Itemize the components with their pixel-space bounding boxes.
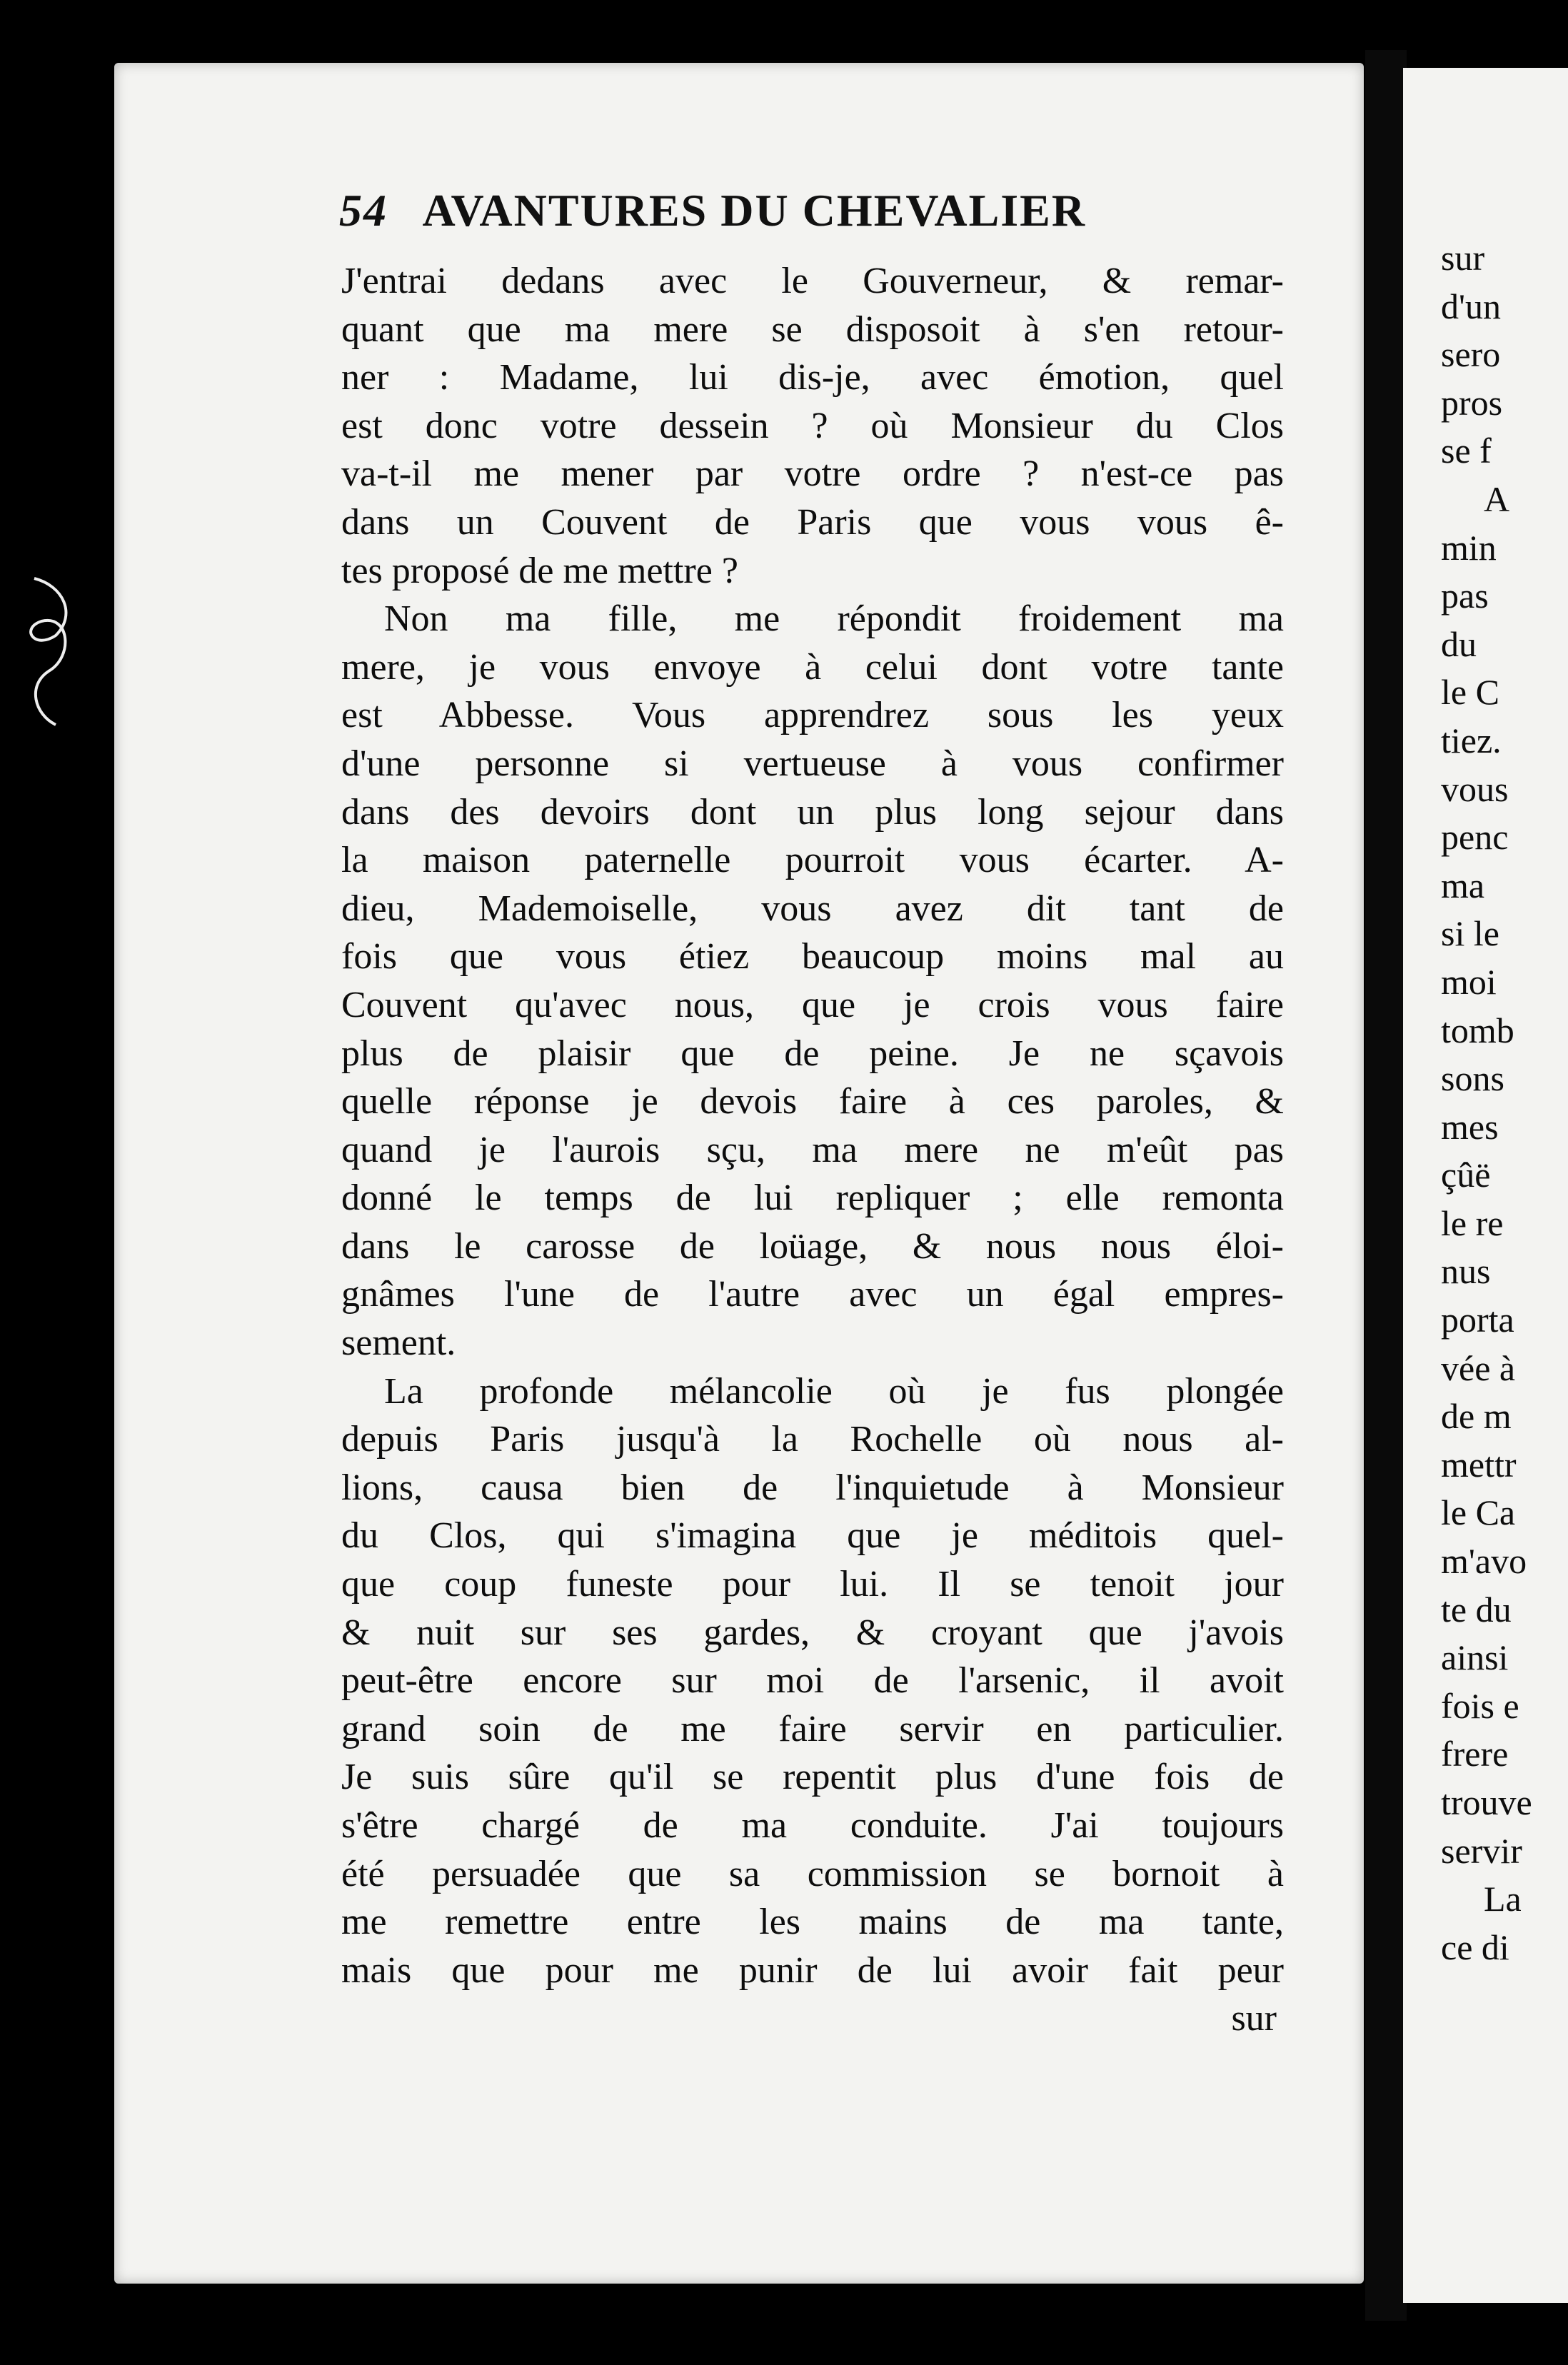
text-line: ainsi <box>1441 1637 1509 1678</box>
text-line: été persuadée que sa commission se bornoit à <box>341 1853 1284 1894</box>
text-line: plus de plaisir que de peine. Je ne sçavois <box>341 1033 1284 1074</box>
text-line: mes <box>1441 1106 1499 1147</box>
text-line: A <box>1484 478 1510 519</box>
text-line: pros <box>1441 382 1503 423</box>
text-line: se f <box>1441 431 1492 471</box>
text-line: mere, je vous envoye à celui dont votre tante <box>341 646 1284 688</box>
text-line: va-t-il me mener par votre ordre ? n'est-ce pas <box>341 453 1284 495</box>
text-line: frere <box>1441 1734 1509 1774</box>
text-line: mais que pour me punir de lui avoir fait peur <box>341 1949 1284 1991</box>
text-line: peut-être encore sur moi de l'arsenic, il avoit <box>341 1660 1284 1702</box>
running-title: AVANTURES DU CHEVALIER <box>422 185 1087 236</box>
running-header <box>339 184 1303 248</box>
text-line: trouve <box>1441 1782 1532 1822</box>
text-line: La profonde mélancolie où je fus plongée <box>384 1370 1284 1412</box>
ink-scribble-mark <box>6 571 84 757</box>
text-line: que coup funeste pour lui. Il se tenoit jour <box>341 1564 1284 1605</box>
text-line: quant que ma mere se disposoit à s'en retour- <box>341 308 1284 350</box>
text-line: dans des devoirs dont un plus long sejour dans <box>341 791 1284 833</box>
text-line: me remettre entre les mains de ma tante, <box>341 1902 1284 1943</box>
text-line: quand je l'aurois sçu, ma mere ne m'eût pas <box>341 1129 1284 1170</box>
text-line: quelle réponse je devois faire à ces paroles, & <box>341 1081 1284 1123</box>
text-line: tes proposé de me mettre ? <box>341 550 738 591</box>
text-line: sero <box>1441 334 1501 375</box>
text-line: pas <box>1441 576 1489 616</box>
text-line: dieu, Mademoiselle, vous avez dit tant de <box>341 888 1284 929</box>
text-line: ma <box>1441 865 1485 905</box>
text-line: gnâmes l'une de l'autre avec un égal empres- <box>341 1274 1284 1315</box>
text-line: grand soin de me faire servir en particulier. <box>341 1708 1284 1749</box>
text-line: & nuit sur ses gardes, & croyant que j'avois <box>341 1612 1284 1653</box>
left-page-text <box>341 257 1284 2043</box>
text-line: est Abbesse. Vous apprendrez sous les yeux <box>341 695 1284 736</box>
text-line: te du <box>1441 1589 1512 1630</box>
text-line: est donc votre dessein ? où Monsieur du Clos <box>341 405 1284 446</box>
text-line: depuis Paris jusqu'à la Rochelle où nous al- <box>341 1419 1284 1460</box>
text-line: penc <box>1441 817 1509 858</box>
right-page-text <box>1441 234 1568 1972</box>
text-line: moi <box>1441 961 1497 1002</box>
text-line: m'avo <box>1441 1541 1527 1582</box>
text-line: lions, causa bien de l'inquietude à Monsieur <box>341 1467 1284 1508</box>
text-line: donné le temps de lui repliquer ; elle remonta <box>341 1178 1284 1219</box>
text-line: le Ca <box>1441 1492 1516 1533</box>
text-line: fois que vous étiez beaucoup moins mal au <box>341 936 1284 978</box>
text-line: le C <box>1441 672 1499 713</box>
text-line: tiez. <box>1441 720 1502 760</box>
text-line: nus <box>1441 1251 1491 1292</box>
text-line: d'une personne si vertueuse à vous confirmer <box>341 743 1284 784</box>
text-line: vée à <box>1441 1347 1516 1388</box>
text-line: tomb <box>1441 1010 1514 1050</box>
text-line: sons <box>1441 1058 1504 1099</box>
text-line: dans un Couvent de Paris que vous vous ê- <box>341 501 1284 543</box>
text-line: d'un <box>1441 286 1502 326</box>
text-line: Je suis sûre qu'il se repentit plus d'une fois de <box>341 1757 1284 1798</box>
catchword: sur <box>1231 1998 1277 2039</box>
text-line: J'entrai dedans avec le Gouverneur, & remar- <box>341 261 1284 301</box>
text-line: Non ma fille, me répondit froidement ma <box>384 598 1284 640</box>
text-line: servir <box>1441 1830 1522 1871</box>
text-line: sur <box>1441 238 1485 278</box>
text-line: de m <box>1441 1396 1512 1437</box>
text-line: çûë <box>1441 1155 1491 1195</box>
text-line: mettr <box>1441 1444 1517 1485</box>
text-line: si le <box>1441 913 1499 954</box>
text-line: du Clos, qui s'imagina que je méditois quel- <box>341 1515 1284 1557</box>
text-line: dans le carosse de loüage, & nous nous éloi- <box>341 1225 1284 1267</box>
text-line: fois e <box>1441 1685 1519 1726</box>
text-line: La <box>1484 1879 1522 1919</box>
text-line: porta <box>1441 1300 1514 1340</box>
text-line: s'être chargé de ma conduite. J'ai toujours <box>341 1805 1284 1846</box>
text-line: du <box>1441 623 1477 664</box>
text-line: min <box>1441 527 1497 568</box>
page-number: 54 <box>339 185 388 236</box>
text-line: le re <box>1441 1202 1504 1243</box>
text-line: la maison paternelle pourroit vous écarter. A- <box>341 840 1284 881</box>
text-line: sement. <box>341 1322 456 1364</box>
text-line: Couvent qu'avec nous, que je crois vous faire <box>341 984 1284 1025</box>
text-line: ce di <box>1441 1927 1509 1967</box>
text-line: vous <box>1441 768 1509 809</box>
book-gutter <box>1365 50 1407 2321</box>
text-line: ner : Madame, lui dis-je, avec émotion, quel <box>341 357 1284 398</box>
